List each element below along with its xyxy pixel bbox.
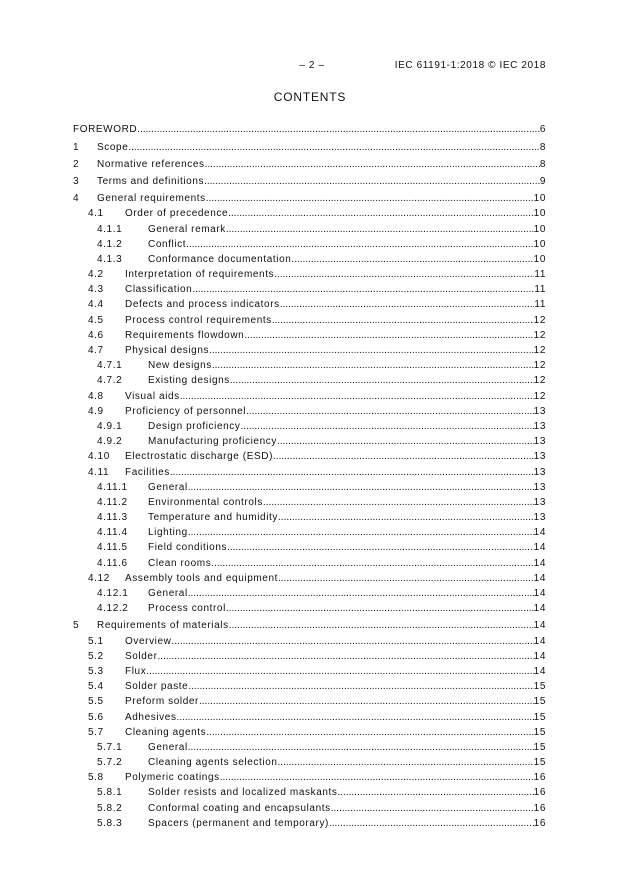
toc-entry-2	[73, 157, 546, 172]
toc-entry-page: 11	[534, 284, 546, 296]
toc-entry-number: 5.8.1	[97, 787, 123, 799]
toc-entry-3	[73, 174, 546, 189]
toc-leader-dots	[291, 252, 533, 267]
toc-entry-page: 14	[533, 603, 546, 615]
toc-entry-title: Lighting	[148, 527, 188, 539]
toc-entry-page: 14	[533, 557, 546, 569]
toc-entry-number: 4.8	[88, 390, 104, 402]
toc-entry-title: General remark	[148, 223, 226, 235]
toc-entry-number: 1	[73, 141, 80, 153]
toc-entry-number: 4.4	[88, 299, 104, 311]
toc-entry-number: 4.9	[88, 405, 104, 417]
toc-leader-dots	[180, 389, 534, 404]
toc-entry-title: Cleaning agents selection	[148, 757, 278, 769]
toc-entry-4-2	[73, 267, 546, 282]
toc-leader-dots	[278, 510, 534, 525]
toc-entry-5	[73, 618, 546, 633]
toc-entry-page: 10	[533, 223, 546, 235]
toc-entry-number: 4.9.2	[97, 436, 123, 448]
toc-leader-dots	[137, 122, 540, 137]
toc-entry-title: Field conditions	[148, 542, 228, 554]
toc-entry-4-9-2	[73, 434, 546, 449]
toc-entry-page: 13	[533, 481, 546, 493]
toc-entry-title: Proficiency of personnel	[125, 405, 247, 417]
toc-leader-dots	[331, 801, 534, 816]
toc-entry-1	[73, 140, 546, 155]
toc-entry-title: Overview	[125, 635, 172, 647]
toc-entry-4-11-6	[73, 556, 546, 571]
toc-entry-page: 13	[533, 405, 546, 417]
toc-entry-title: Conflict	[148, 238, 187, 250]
toc-entry-page: 6	[539, 124, 546, 136]
toc-entry-4-4	[73, 297, 546, 312]
toc-entry-number: 5.3	[88, 665, 104, 677]
toc-leader-dots	[241, 419, 534, 434]
toc-leader-dots	[171, 634, 533, 649]
toc-leader-dots	[229, 618, 534, 633]
toc-entry-title: Flux	[125, 665, 147, 677]
toc-entry-title: Clean rooms	[148, 557, 212, 569]
toc-entry-page: 10	[533, 238, 546, 250]
toc-entry-5-2	[73, 649, 546, 664]
toc-entry-title: Existing designs	[148, 375, 230, 387]
toc-entry-foreword	[73, 122, 546, 137]
toc-entry-number: 5.8.3	[97, 817, 123, 829]
toc-entry-title: Order of precedence	[125, 208, 229, 220]
toc-leader-dots	[272, 313, 534, 328]
toc-entry-number: 4.9.1	[97, 420, 123, 432]
toc-entry-page: 13	[533, 512, 546, 524]
toc-entry-number: 4.1.2	[97, 238, 123, 250]
toc-entry-page: 13	[533, 451, 546, 463]
toc-entry-5-1	[73, 634, 546, 649]
toc-leader-dots	[226, 601, 534, 616]
toc-entry-5-8-3	[73, 816, 546, 831]
toc-entry-title: Physical designs	[125, 345, 210, 357]
toc-entry-5-8-1	[73, 785, 546, 800]
toc-entry-page: 16	[533, 772, 546, 784]
toc-entry-title: Environmental controls	[148, 496, 263, 508]
toc-entry-number: 5	[73, 620, 80, 632]
toc-leader-dots	[227, 540, 534, 555]
toc-entry-4-11-1	[73, 480, 546, 495]
toc-entry-title: Requirements flowdown	[125, 329, 245, 341]
toc-entry-title: Process control	[148, 603, 226, 615]
toc-entry-page: 13	[533, 420, 546, 432]
toc-entry-5-8-2	[73, 801, 546, 816]
toc-entry-4-1	[73, 206, 546, 221]
toc-leader-dots	[280, 297, 535, 312]
toc-entry-4-11-5	[73, 540, 546, 555]
toc-entry-page: 11	[534, 299, 546, 311]
toc-leader-dots	[158, 649, 534, 664]
toc-leader-dots	[263, 495, 534, 510]
page-number: – 2 –	[299, 60, 325, 71]
toc-entry-page: 8	[539, 158, 546, 170]
toc-entry-4-8	[73, 389, 546, 404]
toc-leader-dots	[188, 586, 534, 601]
toc-entry-4-9-1	[73, 419, 546, 434]
toc-entry-4-1-3	[73, 252, 546, 267]
toc-entry-title: Assembly tools and equipment	[125, 572, 278, 584]
toc-entry-4-11-3	[73, 510, 546, 525]
toc-leader-dots	[220, 770, 534, 785]
toc-entry-number: 5.7	[88, 726, 104, 738]
toc-entry-title: Conformance documentation	[148, 253, 292, 265]
toc-entry-page: 13	[533, 436, 546, 448]
toc-entry-number: 2	[73, 158, 80, 170]
toc-leader-dots	[244, 328, 533, 343]
toc-entry-5-7-2	[73, 755, 546, 770]
toc-leader-dots	[128, 140, 539, 155]
toc-leader-dots	[192, 282, 534, 297]
toc-leader-dots	[212, 358, 534, 373]
toc-entry-page: 15	[533, 711, 546, 723]
toc-entry-title: Defects and process indicators	[125, 299, 280, 311]
toc-entry-4-12-1	[73, 586, 546, 601]
toc-entry-page: 12	[533, 375, 546, 387]
toc-entry-page: 12	[533, 360, 546, 372]
toc-entry-title: Terms and definitions	[97, 175, 205, 187]
toc-leader-dots	[246, 404, 534, 419]
toc-entry-title: General	[148, 588, 188, 600]
toc-entry-page: 12	[533, 345, 546, 357]
toc-entry-page: 10	[533, 253, 546, 265]
toc-entry-4-11	[73, 465, 546, 480]
toc-entry-title: Facilities	[125, 466, 170, 478]
toc-entry-title: Temperature and humidity	[148, 512, 279, 524]
toc-leader-dots	[206, 191, 534, 206]
toc-entry-4-1-1	[73, 222, 546, 237]
toc-leader-dots	[228, 206, 534, 221]
toc-entry-title: Conformal coating and encapsulants	[148, 802, 331, 814]
toc-entry-title: Spacers (permanent and temporary)	[148, 817, 329, 829]
toc-entry-4-1-2	[73, 237, 546, 252]
toc-entry-4	[73, 191, 546, 206]
document-identifier: IEC 61191-1:2018 © IEC 2018	[394, 60, 546, 71]
toc-leader-dots	[206, 725, 533, 740]
toc-leader-dots	[338, 785, 534, 800]
toc-leader-dots	[199, 694, 534, 709]
toc-entry-page: 15	[533, 696, 546, 708]
toc-entry-page: 16	[533, 802, 546, 814]
toc-leader-dots	[273, 449, 534, 464]
toc-entry-page: 15	[533, 757, 546, 769]
toc-entry-5-8	[73, 770, 546, 785]
toc-entry-number: 4.2	[88, 269, 104, 281]
toc-leader-dots	[146, 664, 533, 679]
toc-leader-dots	[226, 222, 534, 237]
toc-entry-number: 4.11.6	[97, 557, 128, 569]
toc-entry-page: 10	[533, 208, 546, 220]
toc-entry-number: 4	[73, 193, 80, 205]
toc-entry-page: 14	[533, 650, 546, 662]
toc-entry-number: 3	[73, 175, 80, 187]
toc-entry-number: 4.1.1	[97, 223, 123, 235]
toc-entry-page: 14	[533, 620, 546, 632]
toc-entry-page: 14	[533, 588, 546, 600]
toc-leader-dots	[204, 174, 540, 189]
toc-entry-title: Solder paste	[125, 681, 189, 693]
toc-entry-5-6	[73, 710, 546, 725]
toc-entry-number: 4.7	[88, 345, 104, 357]
toc-entry-number: 5.7.1	[97, 741, 123, 753]
toc-entry-title: Polymeric coatings	[125, 772, 220, 784]
toc-entry-title: Visual aids	[125, 390, 180, 402]
toc-entry-title: Process control requirements	[125, 314, 272, 326]
toc-leader-dots	[274, 267, 534, 282]
toc-entry-4-7-2	[73, 373, 546, 388]
toc-entry-number: 4.1	[88, 208, 104, 220]
toc-leader-dots	[277, 434, 534, 449]
toc-leader-dots	[188, 740, 534, 755]
toc-entry-4-6	[73, 328, 546, 343]
toc-entry-title: Interpretation of requirements	[125, 269, 275, 281]
toc-entry-4-11-4	[73, 525, 546, 540]
toc-entry-number: 4.7.2	[97, 375, 123, 387]
toc-leader-dots	[278, 571, 534, 586]
toc-entry-number: 5.2	[88, 650, 104, 662]
toc-entry-4-5	[73, 313, 546, 328]
toc-entry-number: 5.8	[88, 772, 104, 784]
toc-entry-page: 14	[533, 572, 546, 584]
toc-leader-dots	[188, 525, 534, 540]
toc-entry-page: 13	[533, 466, 546, 478]
toc-entry-page: 10	[533, 193, 546, 205]
toc-entry-title: Electrostatic discharge (ESD)	[125, 451, 274, 463]
toc-entry-page: 12	[533, 314, 546, 326]
toc-entry-page: 14	[533, 542, 546, 554]
toc-entry-number: 5.1	[88, 635, 104, 647]
toc-entry-5-4	[73, 679, 546, 694]
toc-entry-page: 9	[539, 175, 546, 187]
toc-entry-page: 12	[533, 390, 546, 402]
toc-entry-4-12-2	[73, 601, 546, 616]
toc-entry-4-7-1	[73, 358, 546, 373]
toc-entry-title: New designs	[148, 360, 212, 372]
toc-entry-number: 4.6	[88, 329, 104, 341]
toc-leader-dots	[211, 556, 533, 571]
toc-entry-title: FOREWORD	[73, 124, 138, 136]
toc-entry-page: 12	[533, 329, 546, 341]
toc-entry-number: 5.7.2	[97, 757, 123, 769]
toc-entry-page: 14	[533, 665, 546, 677]
toc-entry-number: 4.11	[88, 466, 110, 478]
toc-leader-dots	[329, 816, 534, 831]
toc-leader-dots	[186, 237, 534, 252]
toc-entry-4-12	[73, 571, 546, 586]
toc-entry-title: Preform solder	[125, 696, 199, 708]
toc-leader-dots	[188, 679, 533, 694]
toc-entry-number: 4.11.4	[97, 527, 128, 539]
toc-entry-number: 4.11.3	[97, 512, 128, 524]
toc-entry-title: Normative references	[97, 158, 205, 170]
toc-entry-number: 5.8.2	[97, 802, 123, 814]
toc-entry-5-3	[73, 664, 546, 679]
toc-entry-page: 15	[533, 741, 546, 753]
toc-entry-page: 16	[533, 817, 546, 829]
toc-entry-title: Solder resists and localized maskants	[148, 787, 338, 799]
toc-entry-page: 13	[533, 496, 546, 508]
toc-leader-dots	[188, 480, 534, 495]
toc-leader-dots	[230, 373, 534, 388]
toc-entry-number: 4.5	[88, 314, 104, 326]
toc-entry-title: General requirements	[97, 193, 206, 205]
toc-entry-number: 4.11.2	[97, 496, 128, 508]
toc-entry-page: 15	[533, 681, 546, 693]
toc-entry-4-10	[73, 449, 546, 464]
toc-leader-dots	[278, 755, 534, 770]
toc-entry-number: 5.5	[88, 696, 104, 708]
toc-leader-dots	[170, 465, 534, 480]
toc-entry-title: Solder	[125, 650, 158, 662]
toc-entry-title: Requirements of materials	[97, 620, 229, 632]
toc-entry-4-3	[73, 282, 546, 297]
toc-entry-title: Cleaning agents	[125, 726, 207, 738]
toc-entry-number: 4.1.3	[97, 253, 123, 265]
toc-entry-number: 4.11.5	[97, 542, 128, 554]
toc-entry-number: 4.12	[88, 572, 110, 584]
toc-entry-number: 5.4	[88, 681, 104, 693]
toc-entry-title: Classification	[125, 284, 193, 296]
toc-entry-title: Design proficiency	[148, 420, 241, 432]
toc-entry-4-9	[73, 404, 546, 419]
toc-entry-5-5	[73, 694, 546, 709]
toc-entry-title: General	[148, 741, 188, 753]
toc-leader-dots	[205, 157, 540, 172]
table-of-contents	[73, 122, 546, 831]
toc-entry-4-7	[73, 343, 546, 358]
toc-entry-number: 4.10	[88, 451, 110, 463]
toc-entry-page: 16	[533, 787, 546, 799]
toc-entry-number: 4.3	[88, 284, 104, 296]
toc-entry-page: 15	[533, 726, 546, 738]
toc-entry-5-7	[73, 725, 546, 740]
toc-entry-page: 11	[534, 269, 546, 281]
toc-entry-5-7-1	[73, 740, 546, 755]
toc-entry-number: 4.7.1	[97, 360, 123, 372]
toc-entry-number: 4.12.1	[97, 588, 129, 600]
toc-entry-title: Scope	[97, 141, 129, 153]
toc-entry-page: 8	[539, 141, 546, 153]
toc-entry-page: 14	[533, 635, 546, 647]
toc-leader-dots	[209, 343, 534, 358]
toc-entry-title: Adhesives	[125, 711, 177, 723]
contents-heading: CONTENTS	[273, 90, 347, 104]
toc-entry-4-11-2	[73, 495, 546, 510]
toc-entry-title: Manufacturing proficiency	[148, 436, 277, 448]
toc-entry-number: 4.12.2	[97, 603, 129, 615]
toc-entry-page: 14	[533, 527, 546, 539]
toc-entry-number: 5.6	[88, 711, 104, 723]
toc-entry-title: General	[148, 481, 188, 493]
toc-entry-number: 4.11.1	[97, 481, 128, 493]
toc-leader-dots	[177, 710, 534, 725]
